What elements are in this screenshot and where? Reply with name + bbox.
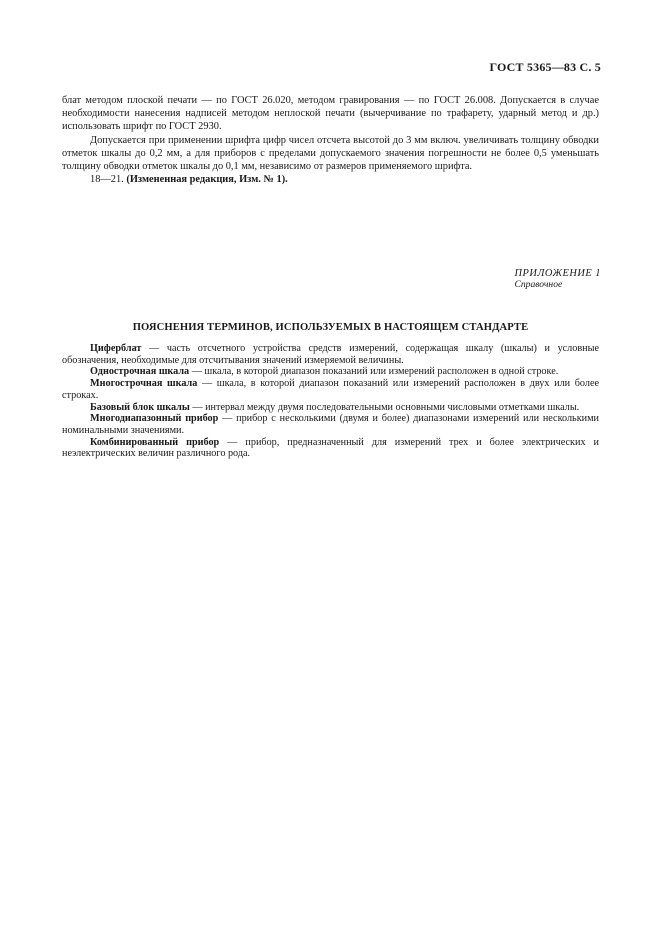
paragraph-3-amendment: (Измененная редакция, Изм. № 1). xyxy=(126,174,288,186)
term-item xyxy=(62,437,599,460)
paragraph-3 xyxy=(62,173,599,186)
term-item xyxy=(62,413,599,436)
paragraph-3-number: 18—21. xyxy=(90,174,127,186)
page-header: ГОСТ 5365—83 С. 5 xyxy=(489,60,601,74)
term-definition: — прибор с несколькими (двумя и более) диапазонами измерений или несколькими номинальными значениями. xyxy=(62,413,599,436)
term-name: Однострочная шкала xyxy=(90,366,190,378)
term-item xyxy=(62,366,599,378)
term-item xyxy=(62,402,599,414)
appendix-subtitle: Справочное xyxy=(514,279,563,290)
term-definition: — шкала, в которой диапазон показаний или измерений расположен в одной строке. xyxy=(189,366,559,378)
term-item xyxy=(62,378,599,401)
terms-list xyxy=(62,343,599,460)
term-name: Многодиапазонный прибор xyxy=(90,413,219,425)
term-definition: — шкала, в которой диапазон показаний или измерений расположен в двух или более строках. xyxy=(62,378,599,401)
term-definition: — часть отсчетного устройства средств измерений, содержащая шкалу (шкалы) и условные обозначения, необходимые для отсчитывания значений измеряемой величины. xyxy=(62,343,599,366)
appendix-title: ПРИЛОЖЕНИЕ 1 xyxy=(514,268,601,279)
term-item xyxy=(62,343,599,366)
paragraph-2: Допускается при применении шрифта цифр чисел отсчета высотой до 3 мм включ. увеличивать толщину обводки отметок шкалы до 0,2 мм, а для приборов с пределами допускаемого значения погрешности не более 0,5 уменьшать толщину обводки отметок шкалы до 0,1 мм, независимо от размеров применяемого шрифта. xyxy=(62,134,599,173)
section-title: ПОЯСНЕНИЯ ТЕРМИНОВ, ИСПОЛЬЗУЕМЫХ В НАСТОЯЩЕМ СТАНДАРТЕ xyxy=(132,322,529,333)
term-name: Комбинированный прибор xyxy=(90,436,220,448)
term-name: Многострочная шкала xyxy=(90,378,198,390)
body-text xyxy=(62,94,599,186)
paragraph-1: блат методом плоской печати — по ГОСТ 26.020, методом гравирования — по ГОСТ 26.008. Допускается в случае необходимости нанесения надписей методом неплоской печати (вычерчивание по трафарету, ударный метод и др.) использовать шрифт по ГОСТ 2930. xyxy=(62,95,599,133)
term-name: Базовый блок шкалы xyxy=(90,401,190,413)
term-definition: — интервал между двумя последовательными основными числовыми отметками шкалы. xyxy=(189,401,580,413)
appendix-label xyxy=(514,268,601,290)
term-definition: — прибор, предназначенный для измерений трех и более электрических и неэлектрических величин различного рода. xyxy=(62,436,600,460)
term-name: Циферблат xyxy=(90,343,142,354)
